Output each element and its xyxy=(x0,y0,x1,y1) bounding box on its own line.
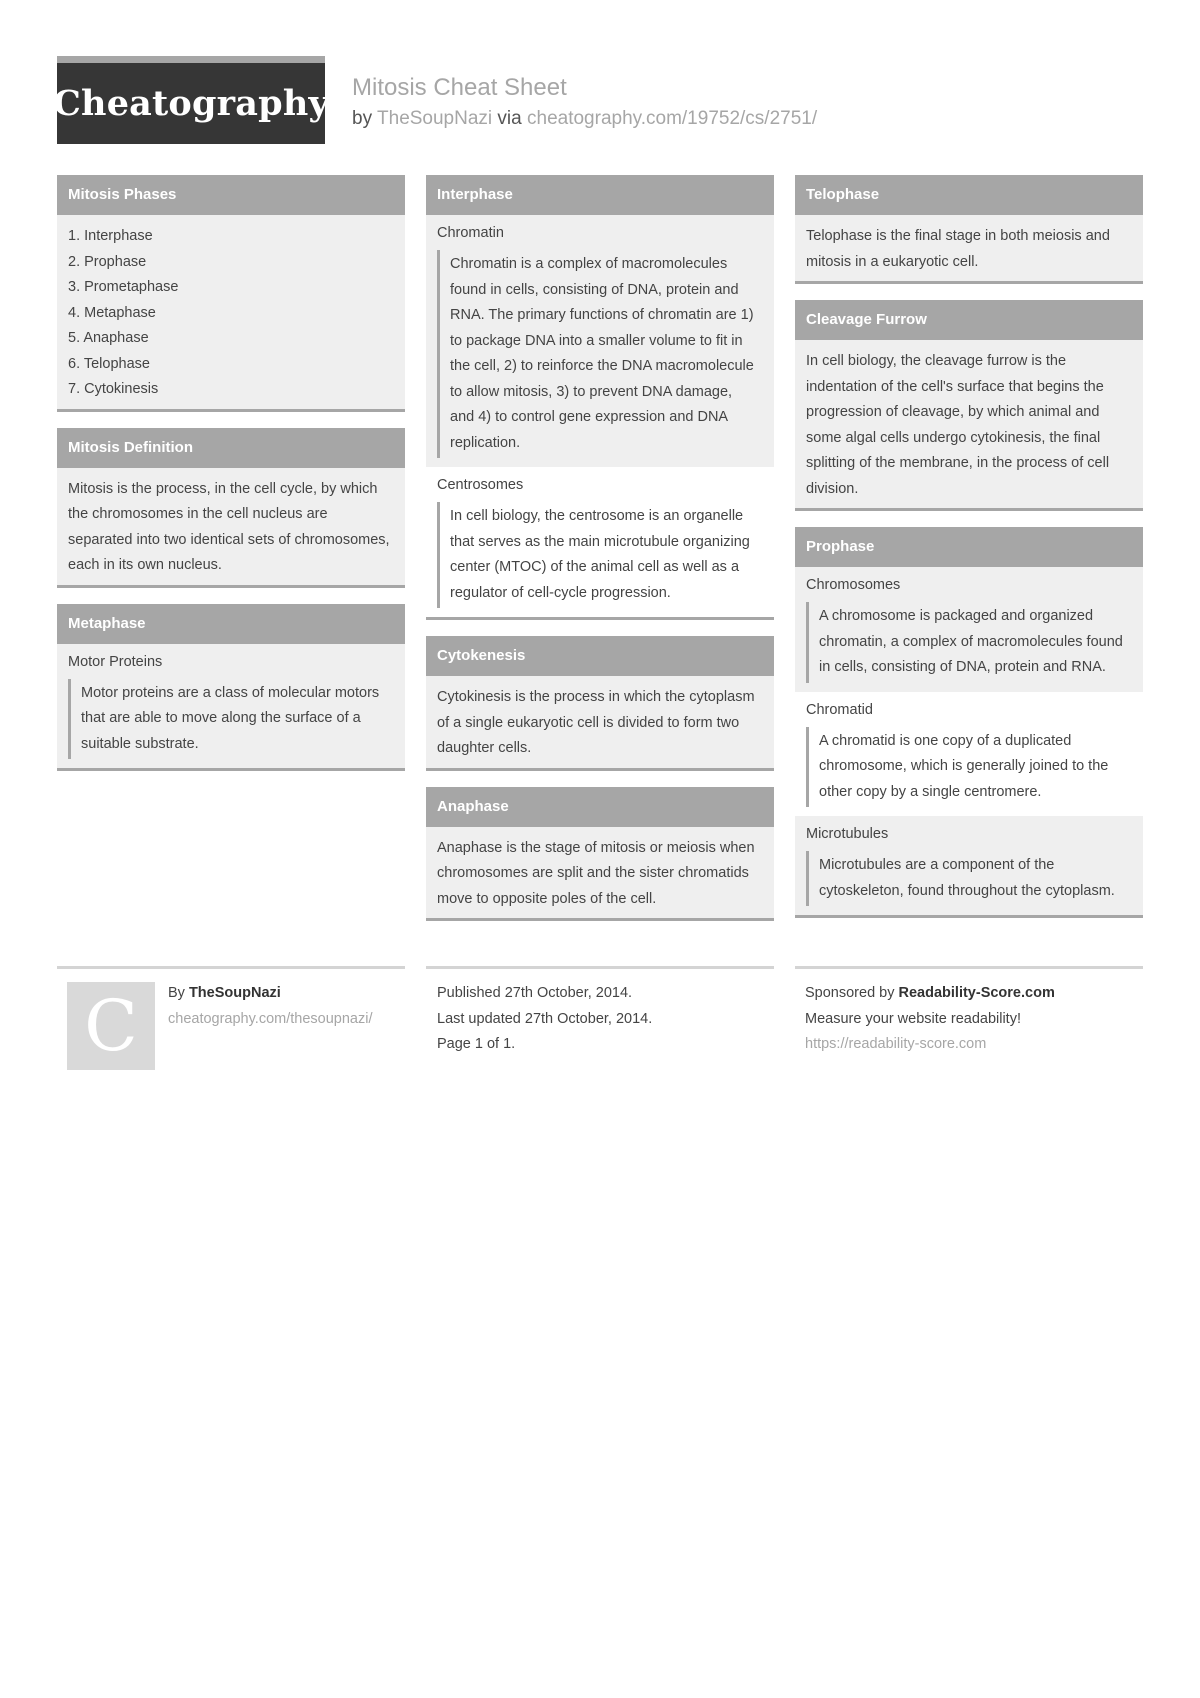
cytokenesis-section xyxy=(426,636,774,771)
section-title: Mitosis Phases xyxy=(57,175,405,215)
centrosomes-entry xyxy=(426,467,774,617)
section-title: Metaphase xyxy=(57,604,405,644)
list-item: 5. Anaphase xyxy=(68,330,149,346)
list-item: 1. Interphase xyxy=(68,228,153,244)
entry-text: A chromosome is packaged and organized chromatin, a complex of macromolecules found in cells, consisting of DNA, protein and RNA. xyxy=(806,602,1132,683)
entry-label: Chromatin xyxy=(437,225,504,241)
entry-text: In cell biology, the centrosome is an organelle that serves as the main microtubule organizing center (MTOC) of the animal cell as well as a regulator of cell-cycle progression. xyxy=(437,502,763,608)
avatar[interactable] xyxy=(67,982,155,1070)
section-text: In cell biology, the cleavage furrow is the indentation of the cell's surface that begins the progression of cleavage, by which animal and some algal cells undergo cytokinesis, the final splitting of the membrane, in the process of cell division. xyxy=(795,340,1143,508)
sponsor-tagline: Measure your website readability! xyxy=(805,1010,1021,1027)
footer-sponsor xyxy=(795,966,1143,1058)
entry-text: Chromatin is a complex of macromolecules found in cells, consisting of DNA, protein and RNA. The primary functions of chromatin are 1) to package DNA into a smaller volume to fit in the cell, 2) to reinforce the DNA macromolecule to allow mitosis, 3) to prevent DNA damage, and 4) to control gene expression and DNA replication. xyxy=(437,250,763,458)
column-2 xyxy=(426,175,774,937)
sponsor-line xyxy=(805,981,1132,1007)
interphase-section xyxy=(426,175,774,620)
chromosomes-entry xyxy=(795,567,1143,692)
telophase-section xyxy=(795,175,1143,284)
sponsor-link[interactable]: Readability-Score.com xyxy=(898,985,1055,1001)
footer-byline xyxy=(168,981,372,1007)
microtubules-entry xyxy=(795,816,1143,915)
section-text: Mitosis is the process, in the cell cycle, by which the chromosomes in the cell nucleus are separated into two identical sets of chromosomes, each in its own nucleus. xyxy=(57,468,405,585)
section-title: Anaphase xyxy=(426,787,774,827)
list-item: 4. Metaphase xyxy=(68,304,156,321)
updated-date: Last updated 27th October, 2014. xyxy=(437,1010,653,1027)
section-title: Interphase xyxy=(426,175,774,215)
entry-label: Microtubules xyxy=(806,826,889,842)
motor-proteins-entry xyxy=(57,644,405,769)
prophase-section xyxy=(795,527,1143,918)
page-title: Mitosis Cheat Sheet xyxy=(352,74,567,101)
entry-label: Chromatid xyxy=(806,701,873,718)
entry-label: Motor Proteins xyxy=(68,653,163,670)
section-title: Prophase xyxy=(795,527,1143,567)
list-item: 7. Cytokinesis xyxy=(68,381,159,397)
page-count: Page 1 of 1. xyxy=(437,1036,516,1052)
list-item: 3. Prometaphase xyxy=(68,279,179,295)
column-3 xyxy=(795,175,1143,934)
chromatid-entry xyxy=(795,692,1143,817)
phases-list xyxy=(57,215,405,409)
footer-author xyxy=(57,966,405,1089)
list-item: 6. Telophase xyxy=(68,355,150,372)
section-title: Cytokenesis xyxy=(426,636,774,676)
mitosis-phases-section xyxy=(57,175,405,412)
column-1 xyxy=(57,175,405,787)
published-date: Published 27th October, 2014. xyxy=(437,985,633,1001)
sponsored-by: Sponsored by xyxy=(805,985,895,1001)
cheatography-logo[interactable] xyxy=(53,56,330,144)
section-title: Mitosis Definition xyxy=(57,428,405,468)
sheet-url-link[interactable]: cheatography.com/19752/cs/2751/ xyxy=(527,108,818,129)
metaphase-section xyxy=(57,604,405,772)
chromatin-entry xyxy=(426,215,774,467)
entry-label: Centrosomes xyxy=(437,477,524,493)
byline xyxy=(352,108,817,130)
entry-text: A chromatid is one copy of a duplicated chromosome, which is generally joined to the other copy by a single centromere. xyxy=(806,727,1132,808)
footer-by: By xyxy=(168,985,185,1001)
entry-label: Chromosomes xyxy=(806,577,901,593)
footer-dates xyxy=(426,966,774,1058)
section-title: Telophase xyxy=(795,175,1143,215)
section-text: Anaphase is the stage of mitosis or meiosis when chromosomes are split and the sister chromatids move to opposite poles of the cell. xyxy=(426,827,774,919)
byline-via: via xyxy=(497,108,522,129)
entry-text: Motor proteins are a class of molecular motors that are able to move along the surface of a suitable substrate. xyxy=(68,679,394,760)
mitosis-definition-section xyxy=(57,428,405,588)
section-text: Cytokinesis is the process in which the cytoplasm of a single eukaryotic cell is divided to form two daughter cells. xyxy=(426,676,774,768)
byline-by: by xyxy=(352,108,373,129)
entry-text: Microtubules are a component of the cytoskeleton, found throughout the cytoplasm. xyxy=(806,851,1132,906)
cleavage-furrow-section xyxy=(795,300,1143,511)
sponsor-url[interactable]: https://readability-score.com xyxy=(805,1036,987,1052)
logo-text: Cheatography xyxy=(53,83,330,124)
list-item: 2. Prophase xyxy=(68,253,147,270)
avatar-letter: C xyxy=(84,985,138,1067)
footer-author-link[interactable]: TheSoupNazi xyxy=(188,985,281,1001)
footer-author-url[interactable]: cheatography.com/thesoupnazi/ xyxy=(168,1010,373,1027)
anaphase-section xyxy=(426,787,774,922)
author-link[interactable]: TheSoupNazi xyxy=(377,108,493,129)
section-text: Telophase is the final stage in both meiosis and mitosis in a eukaryotic cell. xyxy=(795,215,1143,281)
section-title: Cleavage Furrow xyxy=(795,300,1143,340)
